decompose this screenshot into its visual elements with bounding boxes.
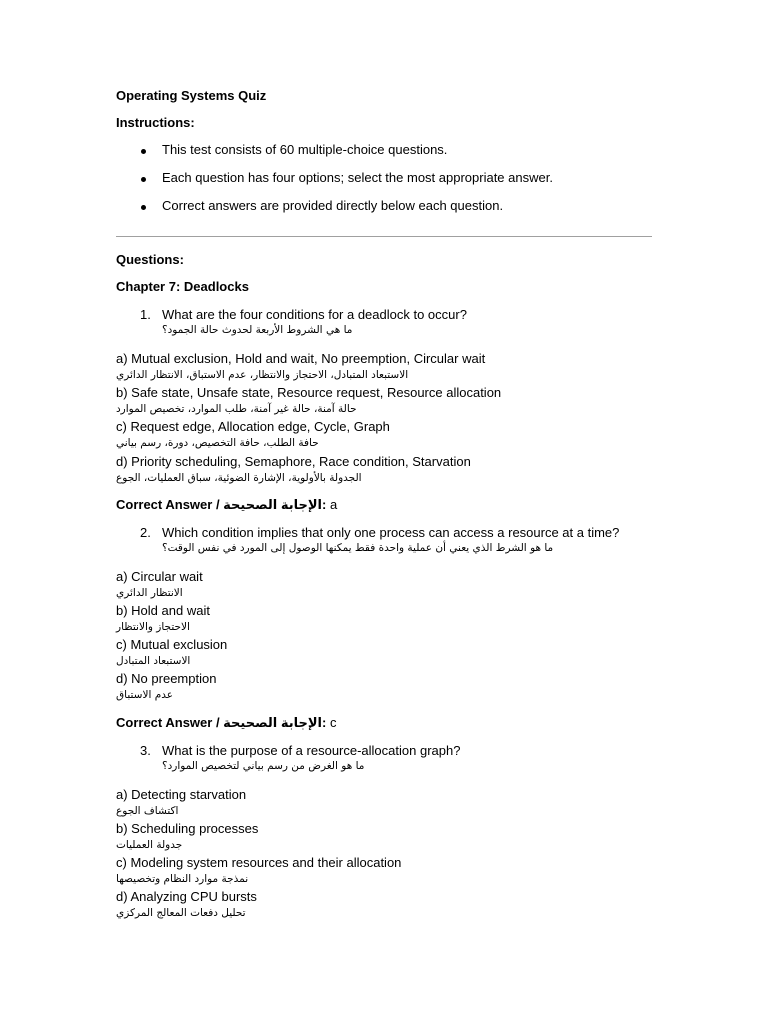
question-text-arabic: ما هو الغرض من رسم بياني لتخصيص الموارد؟ xyxy=(162,760,365,772)
question-number: 3. xyxy=(140,743,151,758)
instructions-heading: Instructions: xyxy=(116,115,195,130)
option-text-arabic: عدم الاستباق xyxy=(116,689,174,701)
option-text-arabic: الانتظار الدائري xyxy=(116,587,183,599)
question-text: What are the four conditions for a deadlock to occur? xyxy=(162,307,467,322)
questions-heading: Questions: xyxy=(116,252,184,267)
page-title: Operating Systems Quiz xyxy=(116,88,267,103)
option-text-arabic: جدولة العمليات xyxy=(116,839,183,851)
horizontal-divider xyxy=(116,236,652,237)
option-text-arabic: حافة الطلب، حافة التخصيص، دورة، رسم بياني xyxy=(116,437,319,449)
option-text-arabic: الجدولة بالأولوية، الإشارة الضوئية، سباق العمليات، الجوع xyxy=(116,472,362,484)
option-text-arabic: الاحتجاز والانتظار xyxy=(116,621,190,633)
bullet-icon xyxy=(141,177,146,182)
option-text: d) No preemption xyxy=(116,671,217,686)
question-text-arabic: ما هي الشروط الأربعة لحدوث حالة الجمود؟ xyxy=(162,324,353,336)
correct-answer-value: c xyxy=(329,715,337,730)
correct-answer xyxy=(116,715,336,731)
instruction-item: Each question has four options; select the most appropriate answer. xyxy=(162,170,553,185)
instruction-item: This test consists of 60 multiple-choice questions. xyxy=(162,142,448,157)
correct-answer-label: Correct Answer / الإجابة الصحيحة: xyxy=(116,497,327,512)
chapter-heading: Chapter 7: Deadlocks xyxy=(116,279,249,294)
option-text: d) Analyzing CPU bursts xyxy=(116,889,257,904)
option-text-arabic: الاستبعاد المتبادل، الاحتجاز والانتظار، عدم الاستباق، الانتظار الدائري xyxy=(116,369,409,381)
question-text: Which condition implies that only one process can access a resource at a time? xyxy=(162,525,620,540)
correct-answer-value: a xyxy=(329,497,338,512)
option-text: a) Detecting starvation xyxy=(116,787,247,802)
correct-answer-label: Correct Answer / الإجابة الصحيحة: xyxy=(116,715,327,730)
option-text: b) Scheduling processes xyxy=(116,821,259,836)
bullet-icon xyxy=(141,205,146,210)
bullet-icon xyxy=(141,149,146,154)
instruction-item: Correct answers are provided directly below each question. xyxy=(162,198,504,213)
option-text-arabic: اكتشاف الجوع xyxy=(116,805,179,817)
correct-answer xyxy=(116,497,337,513)
option-text-arabic: تحليل دفعات المعالج المركزي xyxy=(116,907,246,919)
question-text-arabic: ما هو الشرط الذي يعني أن عملية واحدة فقط يمكنها الوصول إلى المورد في نفس الوقت؟ xyxy=(162,542,554,554)
option-text: b) Safe state, Unsafe state, Resource request, Resource allocation xyxy=(116,385,502,400)
option-text: d) Priority scheduling, Semaphore, Race condition, Starvation xyxy=(116,454,471,469)
option-text: c) Modeling system resources and their allocation xyxy=(116,855,402,870)
option-text-arabic: الاستبعاد المتبادل xyxy=(116,655,191,667)
question-text: What is the purpose of a resource-allocation graph? xyxy=(162,743,461,758)
option-text: a) Circular wait xyxy=(116,569,203,584)
question-number: 2. xyxy=(140,525,151,540)
option-text: a) Mutual exclusion, Hold and wait, No preemption, Circular wait xyxy=(116,351,486,366)
option-text-arabic: حالة آمنة، حالة غير آمنة، طلب الموارد، تخصيص الموارد xyxy=(116,403,357,415)
option-text: c) Mutual exclusion xyxy=(116,637,228,652)
question-number: 1. xyxy=(140,307,151,322)
option-text: b) Hold and wait xyxy=(116,603,210,618)
option-text: c) Request edge, Allocation edge, Cycle, Graph xyxy=(116,419,390,434)
option-text-arabic: نمذجة موارد النظام وتخصيصها xyxy=(116,873,249,885)
